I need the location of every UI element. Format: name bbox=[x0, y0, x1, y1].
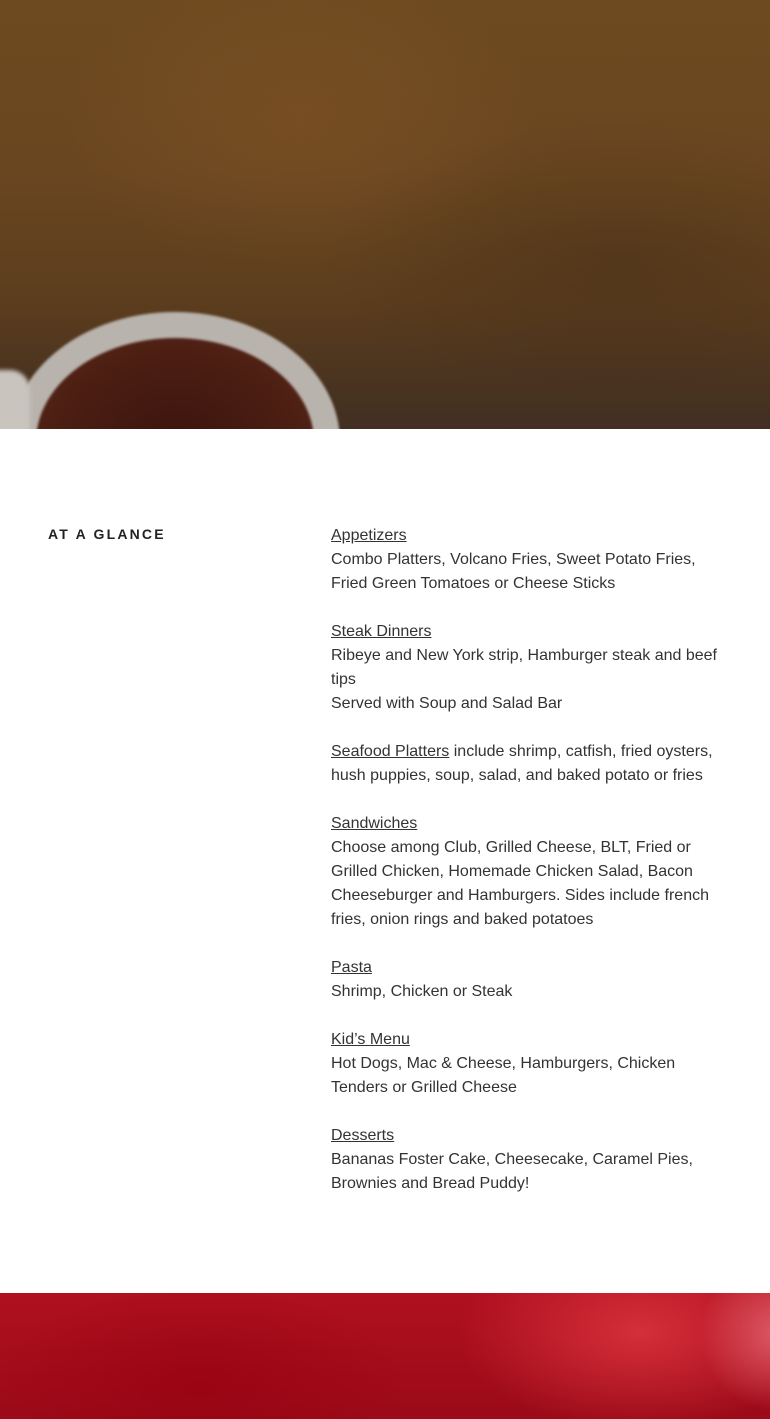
menu-item-steak-dinners bbox=[331, 620, 726, 716]
menu-category-steak-dinners: Steak Dinners bbox=[331, 623, 432, 640]
hero-image-red-dessert bbox=[0, 1293, 770, 1419]
menu-description: Choose among Club, Grilled Cheese, BLT, Fried or Grilled Chicken, Homemade Chicken Salad, Bacon Cheeseburger and Hamburgers. Sides include french fries, onion rings and baked potatoes bbox=[331, 839, 709, 928]
menu-category-appetizers: Appetizers bbox=[331, 527, 407, 544]
hero-highlight bbox=[700, 1293, 770, 1413]
menu-category-kids-menu: Kid’s Menu bbox=[331, 1031, 410, 1048]
menu-description: Served with Soup and Salad Bar bbox=[331, 695, 563, 712]
menu-description: Hot Dogs, Mac & Cheese, Hamburgers, Chicken Tenders or Grilled Cheese bbox=[331, 1055, 676, 1096]
section-heading: AT A GLANCE bbox=[48, 526, 166, 542]
menu-description: Bananas Foster Cake, Cheesecake, Caramel Pies, Brownies and Bread Puddy! bbox=[331, 1151, 693, 1192]
menu-category-desserts: Desserts bbox=[331, 1127, 395, 1144]
menu-item-sandwiches bbox=[331, 812, 726, 932]
menu-category-seafood-platters: Seafood Platters bbox=[331, 743, 450, 760]
menu-category-pasta: Pasta bbox=[331, 959, 372, 976]
menu-description: Shrimp, Chicken or Steak bbox=[331, 983, 513, 1000]
menu-description: Ribeye and New York strip, Hamburger steak and beef tips bbox=[331, 647, 717, 688]
menu-item-desserts bbox=[331, 1124, 726, 1196]
menu-description: Combo Platters, Volcano Fries, Sweet Potato Fries, Fried Green Tomatoes or Cheese Sticks bbox=[331, 551, 696, 592]
menu-item-kids-menu bbox=[331, 1028, 726, 1100]
hero-image-coffee-mug bbox=[0, 0, 770, 429]
at-a-glance-section bbox=[0, 429, 770, 1293]
menu-category-sandwiches: Sandwiches bbox=[331, 815, 418, 832]
menu-item-seafood-platters bbox=[331, 740, 726, 788]
menu-description-inline: include shrimp, catfish, fried oysters, hush puppies, soup, salad, and baked potato or fries bbox=[331, 743, 713, 784]
menu-list bbox=[331, 524, 726, 1220]
menu-item-pasta bbox=[331, 956, 726, 1004]
mug-handle bbox=[0, 370, 30, 429]
menu-item-appetizers bbox=[331, 524, 726, 596]
